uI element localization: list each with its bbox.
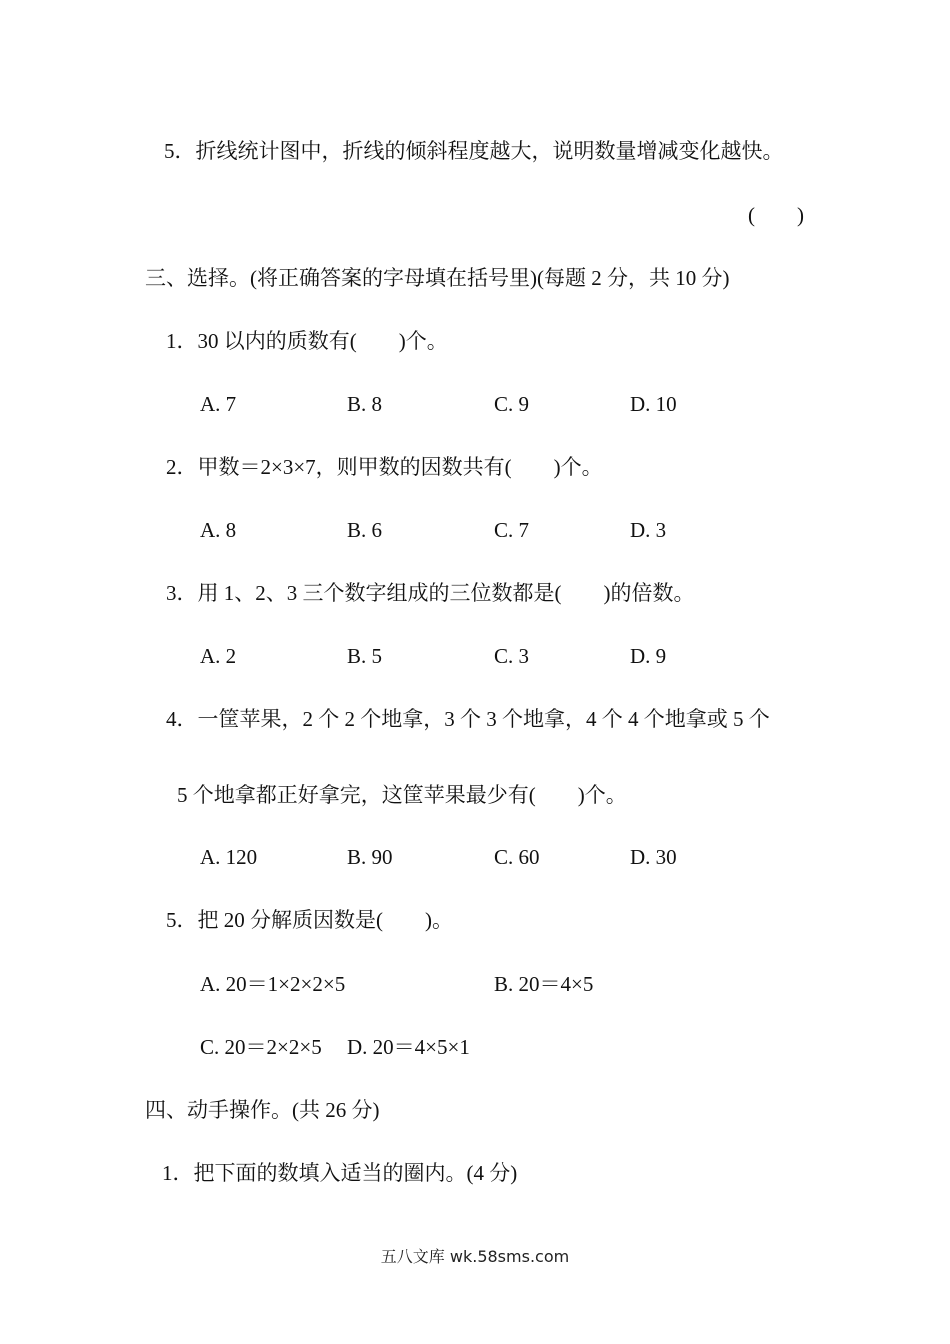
section4-q1: 1．把下面的数填入适当的圈内。(4 分) [162,1161,518,1185]
q3-option-a: A. 2 [200,644,237,668]
q5-option-b: B. 20＝4×5 [494,972,594,996]
section4-heading: 四、动手操作。(共 26 分) [145,1098,380,1122]
q2-option-c: C. 7 [494,518,530,542]
q2-option-d: D. 3 [630,518,667,542]
q1-stem: 1．30 以内的质数有( )个。 [166,329,448,353]
q4-stem-cont: 5 个地拿都正好拿完，这筐苹果最少有( )个。 [177,783,627,807]
q4-option-b: B. 90 [347,845,393,869]
q5-option-a: A. 20＝1×2×2×5 [200,972,346,996]
q5-option-d: D. 20＝4×5×1 [347,1035,470,1059]
q1-option-d: D. 10 [630,392,677,416]
q5-option-c: C. 20＝2×2×5 [200,1035,322,1059]
judge-q5: 5．折线统计图中，折线的倾斜程度越大，说明数量增减变化越快。 [164,139,784,163]
section3-heading: 三、选择。(将正确答案的字母填在括号里)(每题 2 分，共 10 分) [145,266,730,290]
q3-option-b: B. 5 [347,644,383,668]
q1-option-a: A. 7 [200,392,237,416]
answer-paren: ( ) [748,203,804,227]
footer-watermark: 五八文库 wk.58sms.com [380,1247,570,1266]
q1-option-c: C. 9 [494,392,530,416]
q2-stem: 2．甲数＝2×3×7，则甲数的因数共有( )个。 [166,455,603,479]
q3-stem: 3．用 1、2、3 三个数字组成的三位数都是( )的倍数。 [166,581,695,605]
q1-option-b: B. 8 [347,392,383,416]
q5-stem: 5．把 20 分解质因数是( )。 [166,908,453,932]
q4-option-c: C. 60 [494,845,540,869]
q3-option-d: D. 9 [630,644,667,668]
q4-option-a: A. 120 [200,845,258,869]
q3-option-c: C. 3 [494,644,530,668]
q2-option-b: B. 6 [347,518,383,542]
q4-stem: 4．一筐苹果，2 个 2 个地拿，3 个 3 个地拿，4 个 4 个地拿或 5 个 [166,707,770,731]
q2-option-a: A. 8 [200,518,237,542]
q4-option-d: D. 30 [630,845,677,869]
